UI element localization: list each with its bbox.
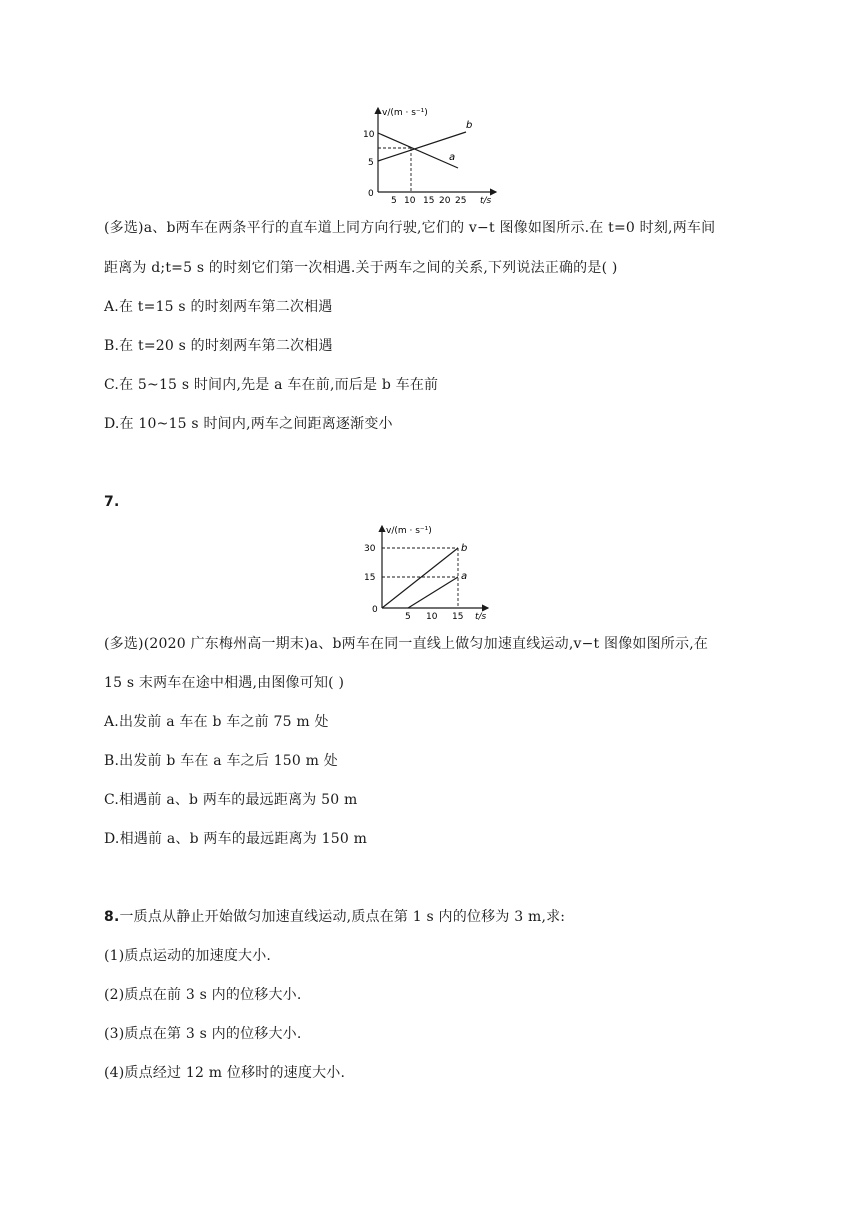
q7-option-a: A.出发前 a 车在 b 车之前 75 m 处 xyxy=(104,714,329,730)
q6-y-tick-10: 10 xyxy=(363,130,375,140)
q7-y-tick-0: 0 xyxy=(372,605,378,615)
q7-line-a-label: a xyxy=(461,571,468,582)
q7-x-tick-15: 15 xyxy=(452,612,464,622)
q7-x-tick-10: 10 xyxy=(426,612,438,622)
q8-part-2: (2)质点在前 3 s 内的位移大小. xyxy=(104,987,302,1003)
q7-y-tick-15: 15 xyxy=(364,573,376,583)
q6-x-axis-label: t/s xyxy=(480,196,492,206)
q6-x-tick-25: 25 xyxy=(455,196,467,206)
q6-x-tick-15: 15 xyxy=(423,196,435,206)
q6-line-a-label: a xyxy=(449,152,456,163)
q6-y-axis-label: v/(m · s⁻¹) xyxy=(382,108,428,118)
q7-number: 7. xyxy=(104,494,120,510)
q8-stem-text: 一质点从静止开始做匀加速直线运动,质点在第 1 s 内的位移为 3 m,求: xyxy=(119,909,566,925)
q6-option-c: C.在 5~15 s 时间内,先是 a 车在前,而后是 b 车在前 xyxy=(104,377,439,393)
q7-stem-line-2: 15 s 末两车在途中相遇,由图像可知( ) xyxy=(104,675,345,691)
q6-x-tick-20: 20 xyxy=(439,196,451,206)
q7-option-b: B.出发前 b 车在 a 车之后 150 m 处 xyxy=(104,753,338,769)
q8-part-4: (4)质点经过 12 m 位移时的速度大小. xyxy=(104,1065,346,1081)
q7-line-b xyxy=(382,548,458,608)
q6-x-tick-5: 5 xyxy=(391,196,397,206)
q6-line-b-label: b xyxy=(466,120,473,131)
q7-stem-line-1: (多选)(2020 广东梅州高一期末)a、b两车在同一直线上做匀加速直线运动,v−t 图像如图所示,在 xyxy=(104,636,709,652)
q6-stem-line-1: (多选)a、b两车在两条平行的直车道上同方向行驶,它们的 v−t 图像如图所示.在 t=0 时刻,两车间 xyxy=(104,220,716,236)
q8-stem xyxy=(104,907,565,927)
q6-stem-line-2: 距离为 d;t=5 s 的时刻它们第一次相遇.关于两车之间的关系,下列说法正确的是( ) xyxy=(104,260,618,276)
q7-option-c: C.相遇前 a、b 两车的最远距离为 50 m xyxy=(104,792,358,808)
q7-line-b-label: b xyxy=(461,543,468,554)
q8-part-3: (3)质点在第 3 s 内的位移大小. xyxy=(104,1026,302,1042)
q7-vt-graph xyxy=(358,522,508,626)
q6-x-tick-10: 10 xyxy=(404,196,416,206)
q7-y-tick-30: 30 xyxy=(364,544,376,554)
q7-option-d: D.相遇前 a、b 两车的最远距离为 150 m xyxy=(104,831,368,847)
q7-x-tick-5: 5 xyxy=(405,612,411,622)
q6-option-b: B.在 t=20 s 的时刻两车第二次相遇 xyxy=(104,338,333,354)
q6-y-tick-0: 0 xyxy=(368,189,374,199)
q6-vt-graph xyxy=(360,104,510,206)
q6-option-d: D.在 10~15 s 时间内,两车之间距离逐渐变小 xyxy=(104,416,393,432)
q7-y-axis-label: v/(m · s⁻¹) xyxy=(386,526,432,536)
q7-x-axis-label: t/s xyxy=(475,612,487,622)
q6-option-a: A.在 t=15 s 的时刻两车第二次相遇 xyxy=(104,299,333,315)
q8-part-1: (1)质点运动的加速度大小. xyxy=(104,948,272,964)
q6-y-tick-5: 5 xyxy=(368,158,374,168)
q8-number: 8. xyxy=(104,909,120,925)
